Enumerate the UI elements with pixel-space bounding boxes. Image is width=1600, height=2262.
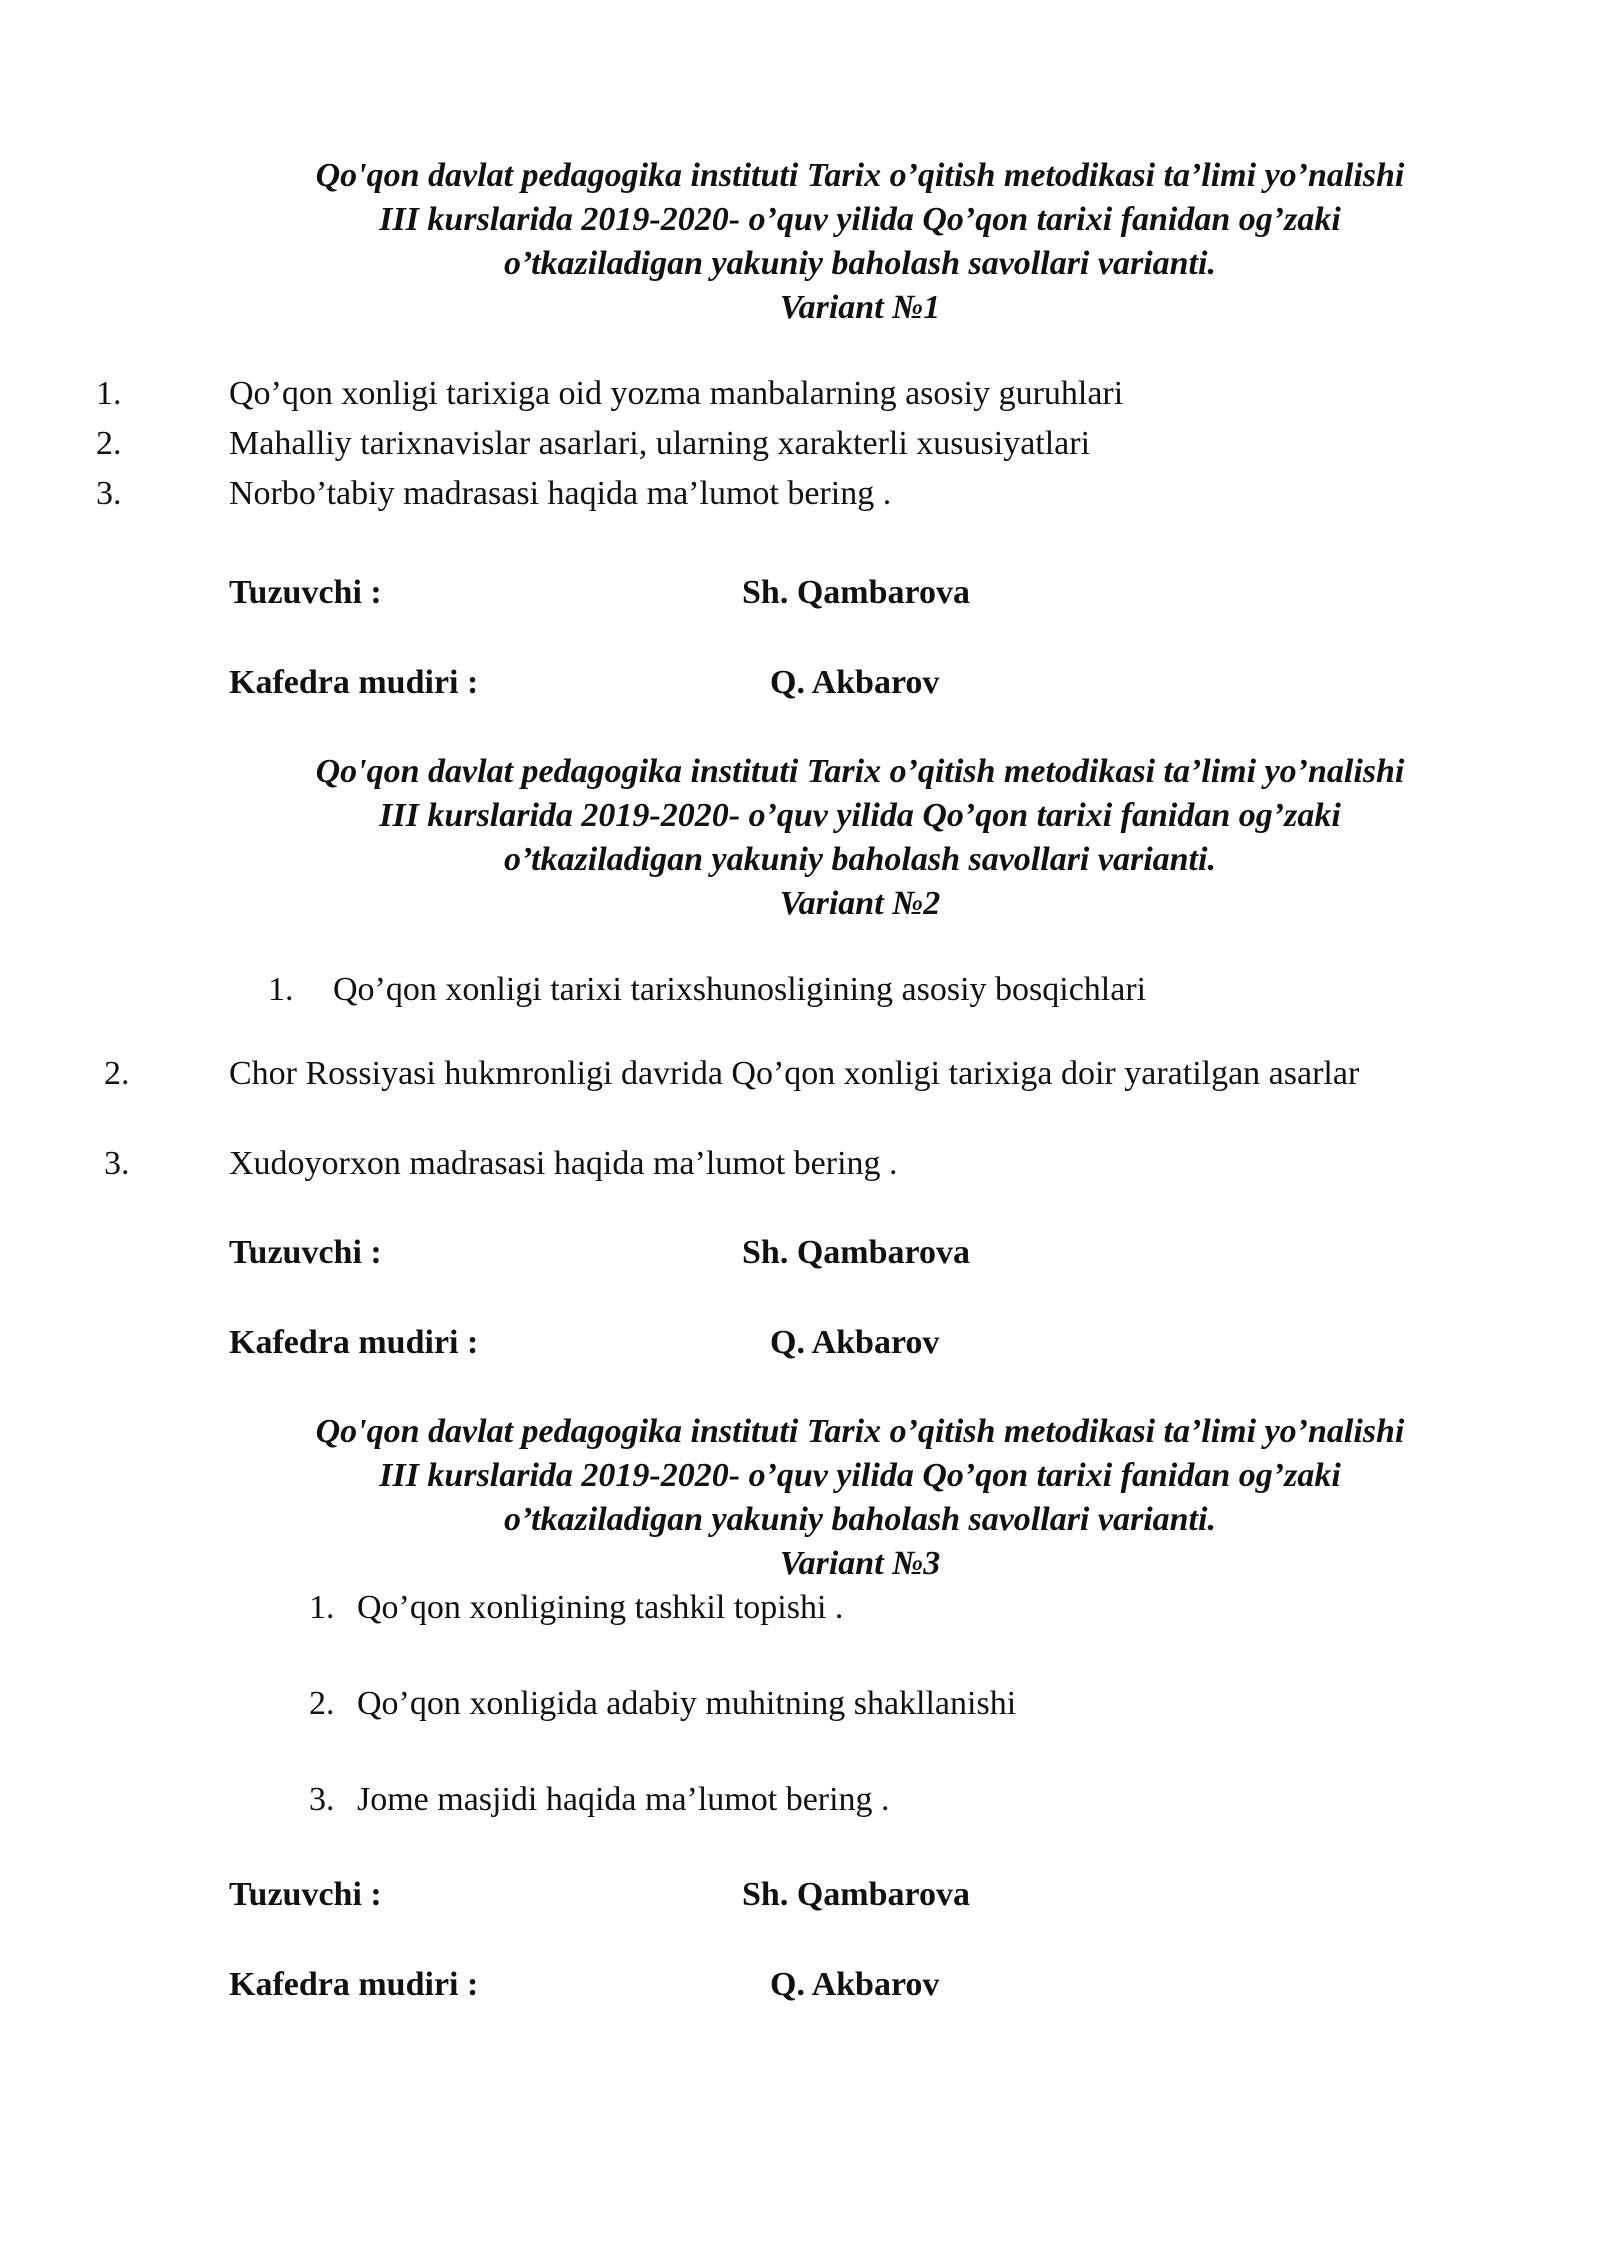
header-line-3: o’tkaziladigan yakuniy baholash savollari varianti. (504, 1501, 1216, 1538)
question-number: 1. (268, 971, 294, 1008)
header-line-1: Qo'qon davlat pedagogika instituti Tarix o’qitish metodikasi ta’limi yo’nalishi (315, 753, 1405, 790)
header-line-2: III kurslarida 2019-2020- o’quv yilida Qo’qon tarixi fanidan og’zaki (379, 797, 1341, 834)
question-number: 1. (309, 1589, 335, 1626)
question-number: 2. (309, 1685, 335, 1722)
variant-title: Variant №2 (779, 885, 941, 922)
compiler-name: Sh. Qambarova (742, 574, 970, 611)
question-text: Mahalliy tarixnavislar asarlari, ularning xarakterli xususiyatlari (229, 425, 1091, 462)
department-head-name: Q. Akbarov (770, 664, 940, 701)
question-number: 2. (96, 425, 122, 462)
department-head-name: Q. Akbarov (770, 1966, 940, 2003)
department-head-name: Q. Akbarov (770, 1324, 940, 1361)
question-text: Qo’qon xonligining tashkil topishi . (357, 1589, 844, 1626)
question-text: Chor Rossiyasi hukmronligi davrida Qo’qon xonligi tarixiga doir yaratilgan asarlar (229, 1055, 1360, 1092)
variant-title: Variant №1 (779, 289, 941, 326)
header-line-3: o’tkaziladigan yakuniy baholash savollari varianti. (504, 841, 1216, 878)
variant-1-header (200, 154, 1520, 330)
compiler-label: Tuzuvchi : (229, 574, 382, 611)
department-head-label: Kafedra mudiri : (229, 1324, 479, 1361)
question-text: Qo’qon xonligida adabiy muhitning shakllanishi (357, 1685, 1017, 1722)
compiler-name: Sh. Qambarova (742, 1234, 970, 1271)
question-number: 1. (96, 375, 122, 412)
compiler-name: Sh. Qambarova (742, 1876, 970, 1913)
header-line-3: o’tkaziladigan yakuniy baholash savollari varianti. (504, 245, 1216, 282)
question-number: 3. (96, 475, 122, 512)
header-line-2: III kurslarida 2019-2020- o’quv yilida Qo’qon tarixi fanidan og’zaki (379, 1457, 1341, 1494)
question-text: Jome masjidi haqida ma’lumot bering . (357, 1781, 890, 1818)
question-number: 3. (104, 1145, 130, 1182)
variant-3-header (200, 1410, 1520, 1586)
question-text: Xudoyorxon madrasasi haqida ma’lumot bering . (229, 1145, 898, 1182)
header-line-1: Qo'qon davlat pedagogika instituti Tarix o’qitish metodikasi ta’limi yo’nalishi (315, 157, 1405, 194)
variant-title: Variant №3 (779, 1545, 941, 1582)
department-head-label: Kafedra mudiri : (229, 1966, 479, 2003)
question-text: Norbo’tabiy madrasasi haqida ma’lumot bering . (229, 475, 892, 512)
question-text: Qo’qon xonligi tarixiga oid yozma manbalarning asosiy guruhlari (229, 375, 1124, 412)
question-number: 3. (309, 1781, 335, 1818)
question-number: 2. (104, 1055, 130, 1092)
header-line-2: III kurslarida 2019-2020- o’quv yilida Qo’qon tarixi fanidan og’zaki (379, 201, 1341, 238)
variant-2-header (200, 750, 1520, 926)
header-line-1: Qo'qon davlat pedagogika instituti Tarix o’qitish metodikasi ta’limi yo’nalishi (315, 1413, 1405, 1450)
compiler-label: Tuzuvchi : (229, 1876, 382, 1913)
department-head-label: Kafedra mudiri : (229, 664, 479, 701)
question-text: Qo’qon xonligi tarixi tarixshunosligining asosiy bosqichlari (333, 971, 1147, 1008)
compiler-label: Tuzuvchi : (229, 1234, 382, 1271)
